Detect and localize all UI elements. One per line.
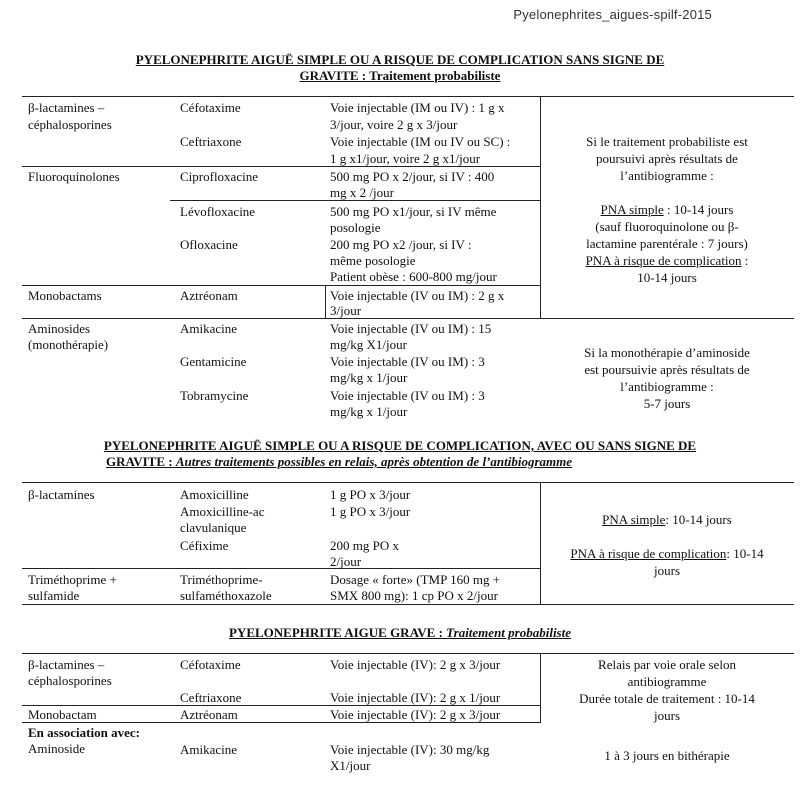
dosage-text: Voie injectable (IV ou IM) : 3 [330, 388, 485, 403]
drug-name: sulfaméthoxazole [180, 588, 272, 603]
dosage-text: Voie injectable (IV): 30 mg/kg [330, 742, 490, 757]
dosage-text: mg/kg x 1/jour [330, 370, 408, 385]
dosage-text: 500 mg PO x 2/jour, si IV : 400 [330, 169, 495, 184]
dosage-text: Voie injectable (IM ou IV) : 1 g x [330, 100, 505, 115]
dosage-text: 200 mg PO x [330, 538, 399, 553]
table1-top-border [22, 96, 794, 97]
dosage-text: X1/jour [330, 758, 371, 773]
dosage-text: Voie injectable (IV): 2 g x 3/jour [330, 707, 501, 722]
duration-note: 1 à 3 jours en bithérapie [604, 748, 730, 763]
drug-name: Amoxicilline [180, 487, 249, 502]
table1-col-divider [325, 285, 326, 318]
class-label: céphalosporines [28, 117, 112, 132]
drug-name: Aztréonam [180, 288, 238, 303]
dosage-text: 1 g PO x 3/jour [330, 487, 411, 502]
document-filename: Pyelonephrites_aigues-spilf-2015 [513, 7, 712, 22]
drug-name: Ceftriaxone [180, 134, 242, 149]
class-label: Monobactam [28, 707, 97, 722]
drug-name: Amikacine [180, 742, 238, 757]
drug-name: Lévofloxacine [180, 204, 256, 219]
dosage-text: 200 mg PO x2 /jour, si IV : [330, 237, 472, 252]
drug-name: Gentamicine [180, 354, 247, 369]
class-label: Aminoside [28, 741, 86, 756]
dosage-text: SMX 800 mg): 1 cp PO x 2/jour [330, 588, 498, 603]
duration-note: Si le traitement probabiliste est poursuivi après résultats de l’antibiogramme : PNA simple : 10-14 jours (sauf fluoroquinolone ou β- lactamine parentérale : 7 jours) PNA à risque de complication : 10-14 jours [585, 134, 749, 285]
duration-note: PNA simple: 10-14 jours PNA à risque de complication: 10-14 jours [570, 512, 764, 578]
dosage-text: Voie injectable (IV ou IM) : 15 [330, 321, 492, 336]
dosage-text: Voie injectable (IV ou IM) : 2 g x [330, 288, 505, 303]
dosage-text: mg x 2 /jour [330, 185, 394, 200]
dosage-text: Dosage « forte» (TMP 160 mg + [330, 572, 501, 587]
duration-note: Si la monothérapie d’aminoside est poursuivie après résultats de l’antibiogramme : 5-7 jours [584, 345, 750, 411]
dosage-text: 1 g x1/jour, voire 2 g x1/jour [330, 151, 481, 166]
table2-bottom-border [22, 604, 794, 605]
class-label: (monothérapie) [28, 337, 109, 352]
class-label: Monobactams [28, 288, 102, 303]
drug-name: Ofloxacine [180, 237, 238, 252]
class-label: Aminosides [28, 321, 91, 336]
dosage-text: 3/jour [330, 303, 362, 318]
section1-title-line2: GRAVITE : Traitement probabiliste [299, 68, 501, 83]
dosage-text: Voie injectable (IV): 2 g x 3/jour [330, 657, 501, 672]
dosage-text: 2/jour [330, 554, 362, 569]
table2-row-divider [22, 568, 540, 569]
table1-row-divider [22, 318, 794, 319]
class-label: céphalosporines [28, 673, 112, 688]
table2-top-border [22, 482, 794, 483]
dosage-text: même posologie [330, 253, 416, 268]
dosage-text: mg/kg x 1/jour [330, 404, 408, 419]
section1-title-line1: PYELONEPHRITE AIGUË SIMPLE OU A RISQUE DE COMPLICATION SANS SIGNE DE [135, 52, 665, 67]
dosage-text: 500 mg PO x1/jour, si IV même [330, 204, 497, 219]
drug-name: Triméthoprime- [180, 572, 263, 587]
drug-name: Tobramycine [180, 388, 249, 403]
dosage-text: Voie injectable (IV): 2 g x 1/jour [330, 690, 501, 705]
class-label: β-lactamines – [28, 100, 105, 115]
section3-title: PYELONEPHRITE AIGUE GRAVE : Traitement probabiliste [228, 625, 571, 640]
class-label: β-lactamines – [28, 657, 105, 672]
drug-name: clavulanique [180, 520, 247, 535]
association-label: En association avec: [28, 725, 140, 740]
dosage-text: Voie injectable (IV ou IM) : 3 [330, 354, 485, 369]
table3-top-border [22, 653, 794, 654]
class-label: Triméthoprime + [28, 572, 117, 587]
class-label: Fluoroquinolones [28, 169, 120, 184]
drug-name: Ceftriaxone [180, 690, 242, 705]
class-label: β-lactamines [28, 487, 95, 502]
class-label: sulfamide [28, 588, 80, 603]
drug-name: Aztréonam [180, 707, 238, 722]
duration-note: Relais par voie orale selon antibiogramme Durée totale de traitement : 10-14 jours [579, 657, 755, 723]
section2-title-line1: PYELONEPHRITE AIGUË SIMPLE OU A RISQUE DE COMPLICATION, AVEC OU SANS SIGNE DE [103, 438, 697, 453]
table1-row-divider [22, 285, 540, 286]
dosage-text: Voie injectable (IM ou IV ou SC) : [330, 134, 511, 149]
drug-name: Amoxicilline-ac [180, 504, 265, 519]
dosage-text: 1 g PO x 3/jour [330, 504, 411, 519]
section2-title-line2: GRAVITE : Autres traitements possibles en relais, après obtention de l’antibiogramme [106, 454, 573, 469]
drug-name: Amikacine [180, 321, 238, 336]
dosage-text: Patient obèse : 600-800 mg/jour [330, 269, 497, 284]
dosage-text: posologie [330, 220, 381, 235]
drug-name: Céfixime [180, 538, 229, 553]
drug-name: Ciprofloxacine [180, 169, 258, 184]
drug-name: Céfotaxime [180, 657, 241, 672]
dosage-text: mg/kg X1/jour [330, 337, 407, 352]
dosage-text: 3/jour, voire 2 g x 3/jour [330, 117, 458, 132]
drug-name: Céfotaxime [180, 100, 241, 115]
